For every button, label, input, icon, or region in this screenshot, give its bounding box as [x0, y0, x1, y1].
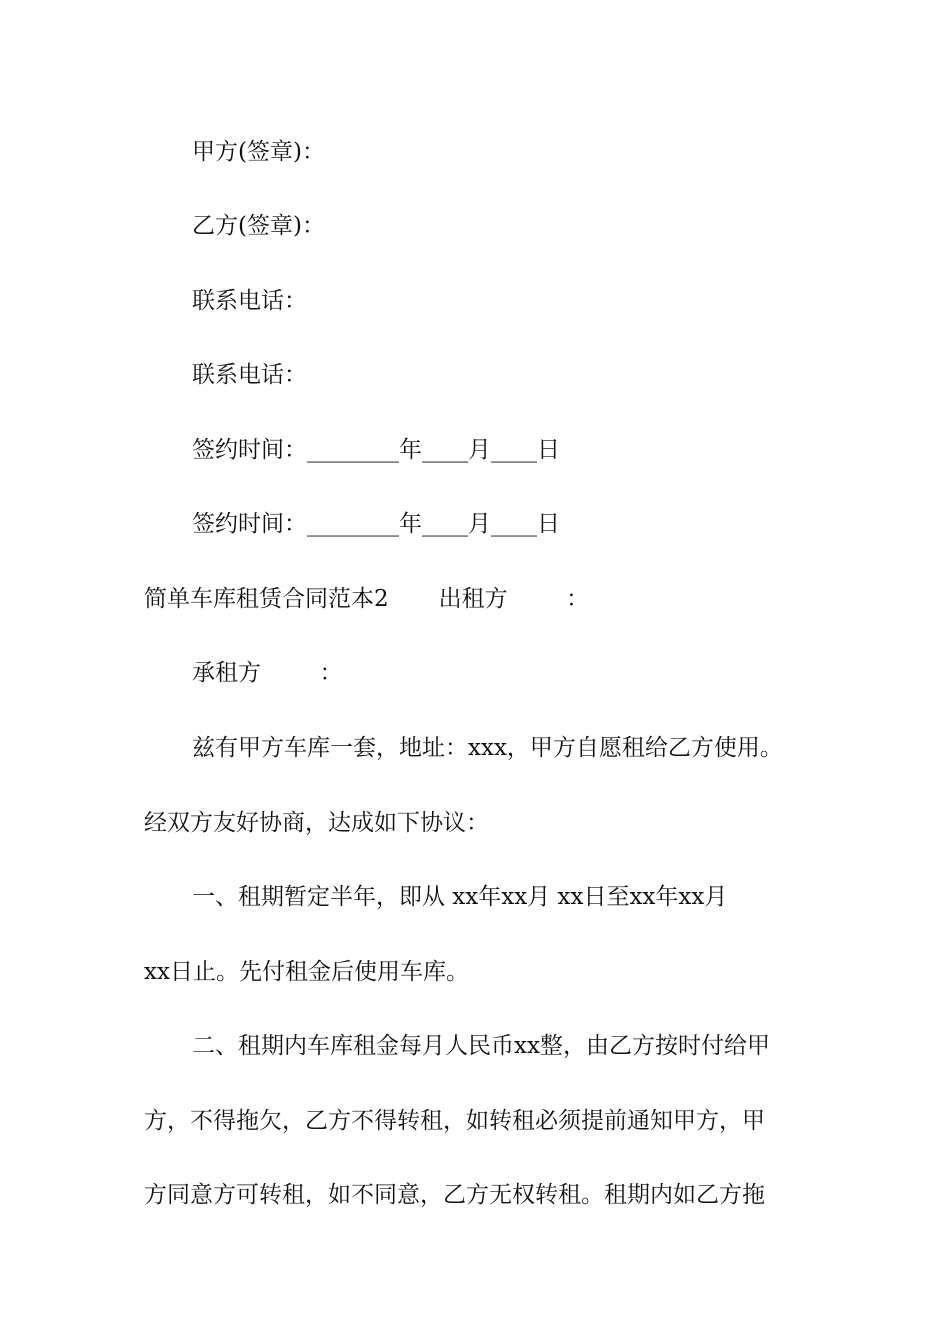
- lessor-label: 出租方 ：: [438, 586, 590, 612]
- phone-label-2: 联系电话：: [192, 362, 307, 388]
- intro-paragraph-line-2: 经双方友好协商，达成如下协议：: [144, 810, 489, 836]
- intro-paragraph-line-1: 兹有甲方车库一套，地址：xxx，甲方自愿租给乙方使用。: [192, 735, 783, 761]
- phone-label-1: 联系电话：: [192, 288, 307, 314]
- clause-1-line-1: 一、租期暂定半年，即从 xx年xx月 xx日至xx年xx月: [192, 884, 728, 910]
- contract-title-line: [0, 579, 950, 619]
- clause-1-line-2: xx日止。先付租金后使用车库。: [144, 959, 469, 985]
- clause-2-line-1: 二、租期内车库租金每月人民币xx整，由乙方按时付给甲: [192, 1033, 770, 1059]
- contract-title: 简单车库租赁合同范本2: [144, 586, 389, 612]
- clause-2-line-2: 方，不得拖欠，乙方不得转租，如转租必须提前通知甲方，甲: [144, 1108, 765, 1134]
- sign-date-line-1: 签约时间：________年____月____日: [192, 437, 560, 463]
- clause-2-line-3: 方同意方可转租，如不同意，乙方无权转租。租期内如乙方拖: [144, 1182, 765, 1208]
- lessee-label: 承租方 ：: [192, 660, 343, 686]
- party-b-signature-label: 乙方(签章)：: [192, 213, 325, 239]
- sign-date-line-2: 签约时间：________年____月____日: [192, 511, 560, 537]
- party-a-signature-label: 甲方(签章)：: [192, 139, 325, 165]
